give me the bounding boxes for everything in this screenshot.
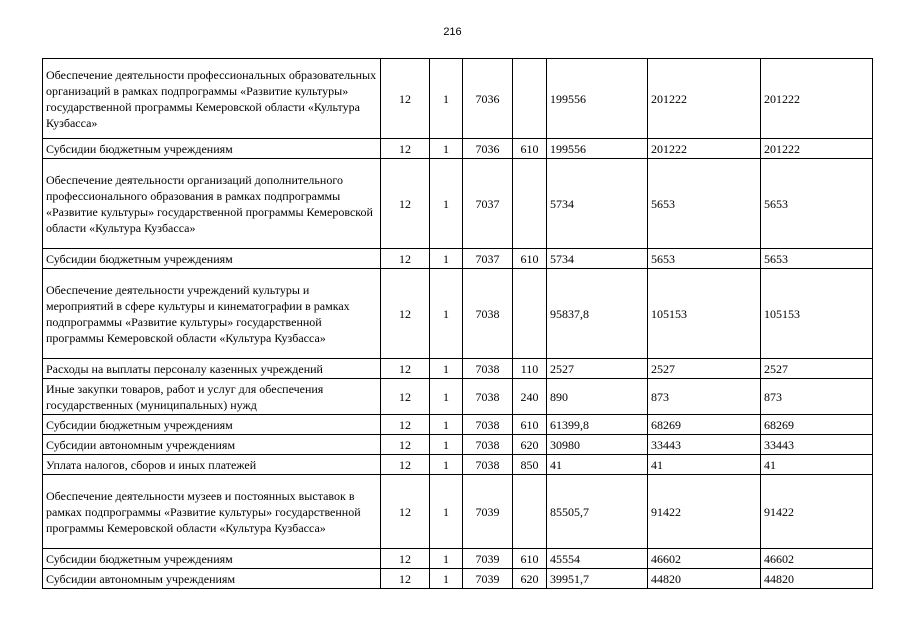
amount-year-3: 2527	[761, 359, 873, 379]
subsection-code: 1	[430, 415, 463, 435]
row-name: Субсидии бюджетным учреждениям	[43, 249, 381, 269]
section-code: 12	[381, 415, 430, 435]
expense-type-code	[513, 59, 547, 139]
amount-year-1: 41	[547, 455, 648, 475]
table-row	[43, 139, 873, 159]
amount-year-2: 2527	[648, 359, 761, 379]
amount-year-2: 201222	[648, 59, 761, 139]
amount-year-1: 199556	[547, 59, 648, 139]
subsection-code: 1	[430, 549, 463, 569]
row-name: Обеспечение деятельности организаций дополнительного профессионального образования в рамках подпрограммы «Развитие культуры» государственной программы Кемеровской области «Культура Кузбасса»	[43, 159, 381, 249]
amount-year-2: 41	[648, 455, 761, 475]
section-code: 12	[381, 569, 430, 589]
target-code: 7039	[463, 549, 513, 569]
row-name: Уплата налогов, сборов и иных платежей	[43, 455, 381, 475]
amount-year-1: 30980	[547, 435, 648, 455]
row-name: Субсидии бюджетным учреждениям	[43, 139, 381, 159]
amount-year-2: 68269	[648, 415, 761, 435]
section-code: 12	[381, 139, 430, 159]
table-row	[43, 415, 873, 435]
amount-year-1: 5734	[547, 249, 648, 269]
amount-year-3: 201222	[761, 59, 873, 139]
row-name: Расходы на выплаты персоналу казенных учреждений	[43, 359, 381, 379]
row-name: Обеспечение деятельности музеев и постоянных выставок в рамках подпрограммы «Развитие культуры» государственной программы Кемеровской области «Культура Кузбасса»	[43, 475, 381, 549]
row-name: Иные закупки товаров, работ и услуг для обеспечения государственных (муниципальных) нужд	[43, 379, 381, 415]
section-code: 12	[381, 359, 430, 379]
target-code: 7039	[463, 569, 513, 589]
table-row	[43, 435, 873, 455]
target-code: 7038	[463, 435, 513, 455]
expense-type-code: 850	[513, 455, 547, 475]
expense-type-code	[513, 159, 547, 249]
target-code: 7037	[463, 249, 513, 269]
target-code: 7036	[463, 59, 513, 139]
section-code: 12	[381, 59, 430, 139]
table-row	[43, 59, 873, 139]
subsection-code: 1	[430, 455, 463, 475]
target-code: 7038	[463, 359, 513, 379]
page-number: 216	[443, 26, 462, 38]
target-code: 7037	[463, 159, 513, 249]
expense-type-code: 610	[513, 415, 547, 435]
amount-year-2: 44820	[648, 569, 761, 589]
expense-type-code: 620	[513, 435, 547, 455]
section-code: 12	[381, 379, 430, 415]
table-row	[43, 379, 873, 415]
amount-year-2: 46602	[648, 549, 761, 569]
subsection-code: 1	[430, 249, 463, 269]
amount-year-1: 39951,7	[547, 569, 648, 589]
amount-year-3: 41	[761, 455, 873, 475]
amount-year-3: 5653	[761, 249, 873, 269]
budget-table-body	[43, 59, 873, 589]
amount-year-3: 68269	[761, 415, 873, 435]
expense-type-code	[513, 475, 547, 549]
table-row	[43, 359, 873, 379]
target-code: 7036	[463, 139, 513, 159]
row-name: Субсидии бюджетным учреждениям	[43, 415, 381, 435]
table-row	[43, 549, 873, 569]
amount-year-3: 5653	[761, 159, 873, 249]
expense-type-code: 620	[513, 569, 547, 589]
row-name: Субсидии бюджетным учреждениям	[43, 549, 381, 569]
amount-year-2: 873	[648, 379, 761, 415]
row-name: Обеспечение деятельности профессиональных образовательных организаций в рамках подпрограммы «Развитие культуры» государственной программы Кемеровской области «Культура Кузбасса»	[43, 59, 381, 139]
subsection-code: 1	[430, 379, 463, 415]
amount-year-1: 95837,8	[547, 269, 648, 359]
amount-year-3: 44820	[761, 569, 873, 589]
amount-year-1: 45554	[547, 549, 648, 569]
amount-year-1: 61399,8	[547, 415, 648, 435]
expense-type-code: 610	[513, 139, 547, 159]
table-row	[43, 455, 873, 475]
subsection-code: 1	[430, 359, 463, 379]
amount-year-2: 5653	[648, 159, 761, 249]
section-code: 12	[381, 475, 430, 549]
table-row	[43, 159, 873, 249]
amount-year-2: 33443	[648, 435, 761, 455]
target-code: 7038	[463, 415, 513, 435]
expense-type-code	[513, 269, 547, 359]
section-code: 12	[381, 455, 430, 475]
row-name: Субсидии автономным учреждениям	[43, 435, 381, 455]
subsection-code: 1	[430, 435, 463, 455]
expense-type-code: 610	[513, 249, 547, 269]
subsection-code: 1	[430, 159, 463, 249]
section-code: 12	[381, 159, 430, 249]
target-code: 7038	[463, 455, 513, 475]
section-code: 12	[381, 435, 430, 455]
row-name: Субсидии автономным учреждениям	[43, 569, 381, 589]
amount-year-3: 873	[761, 379, 873, 415]
table-row	[43, 569, 873, 589]
section-code: 12	[381, 549, 430, 569]
target-code: 7038	[463, 379, 513, 415]
table-row	[43, 249, 873, 269]
amount-year-1: 5734	[547, 159, 648, 249]
subsection-code: 1	[430, 139, 463, 159]
amount-year-3: 46602	[761, 549, 873, 569]
expense-type-code: 110	[513, 359, 547, 379]
amount-year-1: 2527	[547, 359, 648, 379]
target-code: 7038	[463, 269, 513, 359]
amount-year-3: 201222	[761, 139, 873, 159]
amount-year-3: 91422	[761, 475, 873, 549]
target-code: 7039	[463, 475, 513, 549]
amount-year-1: 199556	[547, 139, 648, 159]
amount-year-3: 105153	[761, 269, 873, 359]
table-row	[43, 475, 873, 549]
table-row	[43, 269, 873, 359]
amount-year-2: 105153	[648, 269, 761, 359]
expense-type-code: 240	[513, 379, 547, 415]
amount-year-1: 890	[547, 379, 648, 415]
amount-year-3: 33443	[761, 435, 873, 455]
section-code: 12	[381, 249, 430, 269]
amount-year-2: 201222	[648, 139, 761, 159]
expense-type-code: 610	[513, 549, 547, 569]
amount-year-1: 85505,7	[547, 475, 648, 549]
subsection-code: 1	[430, 59, 463, 139]
subsection-code: 1	[430, 475, 463, 549]
amount-year-2: 91422	[648, 475, 761, 549]
subsection-code: 1	[430, 569, 463, 589]
section-code: 12	[381, 269, 430, 359]
amount-year-2: 5653	[648, 249, 761, 269]
subsection-code: 1	[430, 269, 463, 359]
budget-table	[42, 58, 873, 589]
row-name: Обеспечение деятельности учреждений культуры и мероприятий в сфере культуры и кинематографии в рамках подпрограммы «Развитие культуры» государственной программы Кемеровской области «Культура Кузбасса»	[43, 269, 381, 359]
